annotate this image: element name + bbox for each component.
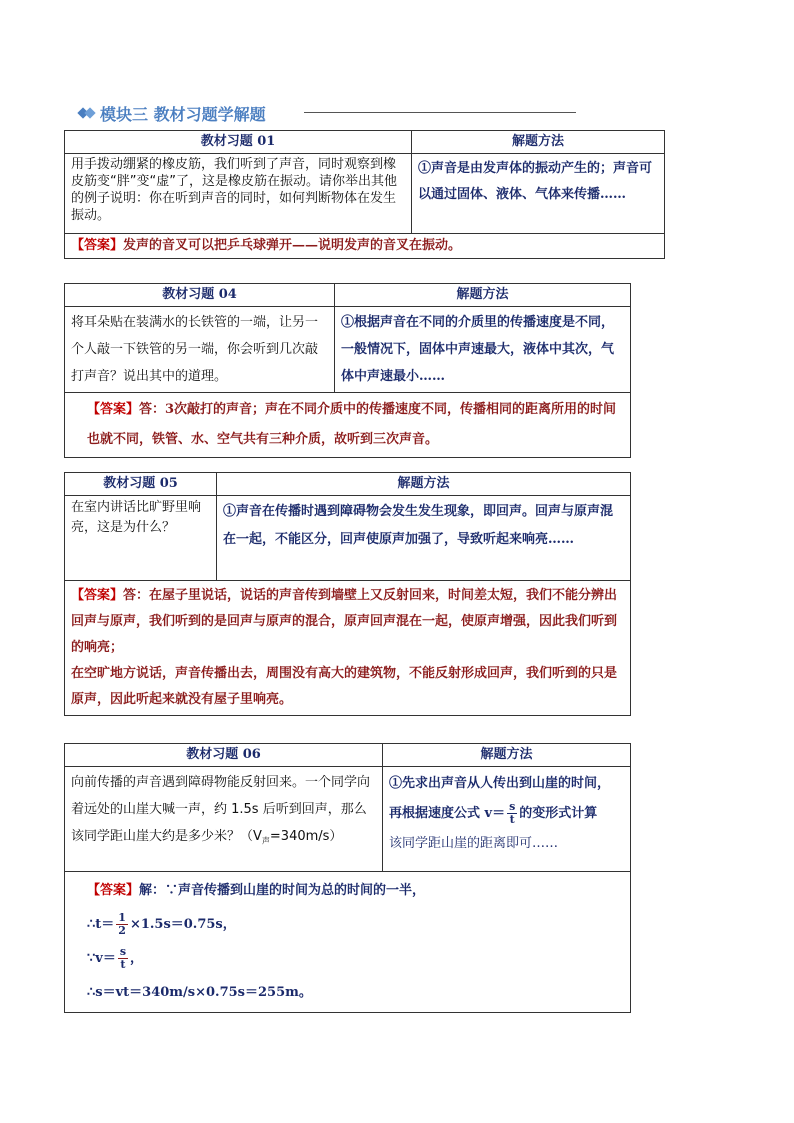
answer-line-2: [87, 908, 624, 942]
question-text: 将耳朵贴在装满水的长铁管的一端，让另一个人敲一下铁管的另一端，你会听到几次敲打声音？说出其中的道理。: [65, 307, 335, 393]
answer-tag: 【答案】: [71, 588, 124, 603]
answer-text: 答：3次敲打的声音；声在不同介质中的传播速度不同，传播相同的距离所用的时间也就不同，铁管、水、空气共有三种介质，故听到三次声音。: [87, 402, 617, 447]
section-header: [78, 100, 266, 126]
method-formula-tail: 的变形式计算: [519, 806, 598, 821]
problem-title: 教材习题 01: [65, 131, 412, 154]
answer-text: 发声的音叉可以把乒乓球弹开——说明发声的音叉在振动。: [123, 238, 462, 253]
answer-l3-lead: ∵v＝: [87, 951, 116, 966]
fraction-one-half: [116, 912, 128, 937]
question-part-b: =340m/s）: [269, 829, 343, 844]
problem-title: 教材习题 05: [65, 473, 217, 496]
method-text: ①根据声音在不同的介质里的传播速度是不同，一般情况下，固体中声速最大，液体中其次，气体中声速最小……: [335, 307, 631, 393]
answer-cell: [65, 393, 631, 458]
section-title: 模块三 教材习题学解题: [100, 104, 266, 124]
fraction-numerator: s: [509, 800, 516, 813]
question-text: 在室内讲话比旷野里响亮，这是为什么？: [65, 496, 217, 581]
answer-text: 解：∵声音传播到山崖的时间为总的时间的一半，: [139, 883, 426, 898]
method-title: 解题方法: [335, 284, 631, 307]
problem-table-06: [64, 743, 631, 1013]
method-title: 解题方法: [217, 473, 631, 496]
answer-tag: 【答案】: [87, 402, 140, 417]
answer-line-1: [87, 874, 624, 908]
answer-tag: 【答案】: [71, 238, 124, 253]
method-title: 解题方法: [412, 131, 665, 154]
problem-table-04: [64, 283, 631, 458]
problem-table-05: [64, 472, 631, 716]
fraction-numerator: 1: [118, 911, 126, 924]
question-text: [65, 767, 383, 872]
problem-table-01: [64, 130, 665, 259]
answer-line-4: ∴s＝vt＝340m/s×0.75s＝255m。: [87, 985, 312, 1000]
answer-text: 答：在屋子里说话，说话的声音传到墙壁上又反射回来，时间差太短，我们不能分辨出回声与原声，我们听到的是回声与原声的混合，原声回声混在一起，使原声增强，因此我们听到的响亮；: [71, 588, 618, 655]
answer-line-3: [87, 942, 624, 976]
answer-cell: [65, 872, 631, 1013]
answer-cell: [65, 581, 631, 716]
problem-title: 教材习题 06: [65, 744, 383, 767]
fraction-denominator: 2: [118, 924, 126, 937]
method-line-2: [389, 799, 624, 829]
fraction-denominator: t: [120, 958, 126, 971]
answer-cell: [65, 234, 665, 259]
method-text: ①声音是由发声体的振动产生的；声音可以通过固体、液体、气体来传播……: [412, 154, 665, 234]
answer-tag: 【答案】: [87, 883, 140, 898]
question-subscript: 声: [261, 836, 270, 846]
double-diamond-icon: [78, 104, 96, 122]
question-text: 用手拨动绷紧的橡皮筋，我们听到了声音，同时观察到橡皮筋变“胖”变“虚”了，这是橡皮筋在振动。请你举出其他的例子说明：你在听到声音的同时，如何判断物体在发生振动。: [65, 154, 412, 234]
fraction-numerator: s: [119, 945, 127, 958]
header-rule: [304, 112, 576, 113]
answer-l2-tail: ×1.5s＝0.75s，: [129, 917, 236, 932]
method-text: [383, 767, 631, 872]
answer-l3-tail: ，: [130, 951, 144, 966]
fraction-denominator: t: [509, 813, 515, 826]
answer-paragraph-2: 在空旷地方说话，声音传播出去，周围没有高大的建筑物，不能反射形成回声，我们听到的只是原声，因此听起来就没有屋子里响亮。: [71, 666, 618, 707]
question-part-a: 向前传播的声音遇到障碍物能反射回来。一个同学向着远处的山崖大喊一声，约 1.5s 后听到回声，那么该同学距山崖大约是多少米？（V: [71, 775, 371, 844]
fraction-s-over-t: [507, 801, 517, 826]
method-line-1: ①先求出声音从人传出到山崖的时间，: [389, 776, 611, 791]
problem-title: 教材习题 04: [65, 284, 335, 307]
answer-l2-lead: ∴t＝: [87, 917, 115, 932]
answer-paragraph-1: [71, 583, 624, 661]
fraction-s-over-t: [118, 946, 128, 971]
method-text: ①声音在传播时遇到障碍物会发生发生现象，即回声。回声与原声混在一起，不能区分，回声使原声加强了，导致听起来响亮……: [217, 496, 631, 581]
method-formula-lead: 再根据速度公式 v＝: [389, 806, 506, 821]
method-line-3: 该同学距山崖的距离即可……: [389, 836, 559, 851]
method-title: 解题方法: [383, 744, 631, 767]
